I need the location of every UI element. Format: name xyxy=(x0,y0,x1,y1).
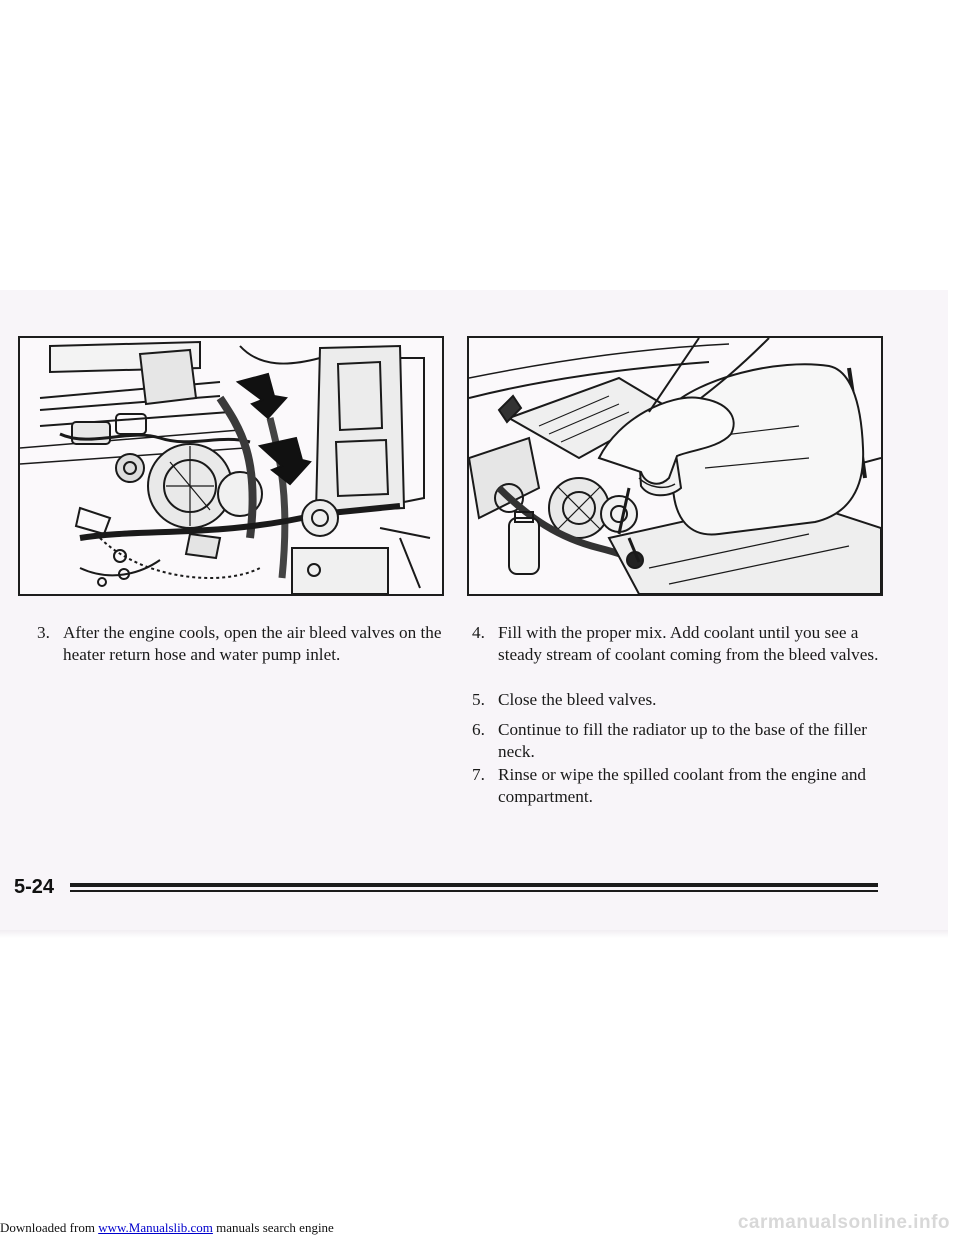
footer-suffix: manuals search engine xyxy=(212,1220,334,1235)
manualslib-link[interactable]: www.Manualslib.com xyxy=(98,1220,213,1235)
engine-bleed-valves-illustration xyxy=(18,336,444,596)
download-footer xyxy=(0,1220,334,1236)
footer-rule-thin xyxy=(70,890,878,892)
step-number: 7. xyxy=(472,765,485,784)
footer-prefix: Downloaded from xyxy=(0,1220,99,1235)
footer-rule-thick xyxy=(70,883,878,887)
step-7 xyxy=(472,764,892,808)
step-text: Continue to fill the radiator up to the base of the filler neck. xyxy=(498,720,867,761)
step-3 xyxy=(37,622,442,666)
step-number: 5. xyxy=(472,690,485,709)
step-text: Close the bleed valves. xyxy=(498,690,657,709)
step-text: After the engine cools, open the air bleed valves on the heater return hose and water pump inlet. xyxy=(63,623,442,664)
step-number: 6. xyxy=(472,720,485,739)
step-text: Rinse or wipe the spilled coolant from the engine and compartment. xyxy=(498,765,867,806)
step-number: 3. xyxy=(37,623,50,642)
step-4 xyxy=(472,622,892,666)
watermark: carmanualsonline.info xyxy=(737,1212,950,1233)
step-6 xyxy=(472,719,892,763)
page-shadow xyxy=(0,930,948,938)
step-number: 4. xyxy=(472,623,485,642)
step-text: Fill with the proper mix. Add coolant until you see a steady stream of coolant coming from the bleed valves. xyxy=(498,623,879,664)
step-5 xyxy=(472,689,892,711)
coolant-pouring-illustration xyxy=(467,336,883,596)
page-number: 5-24 xyxy=(14,876,55,898)
